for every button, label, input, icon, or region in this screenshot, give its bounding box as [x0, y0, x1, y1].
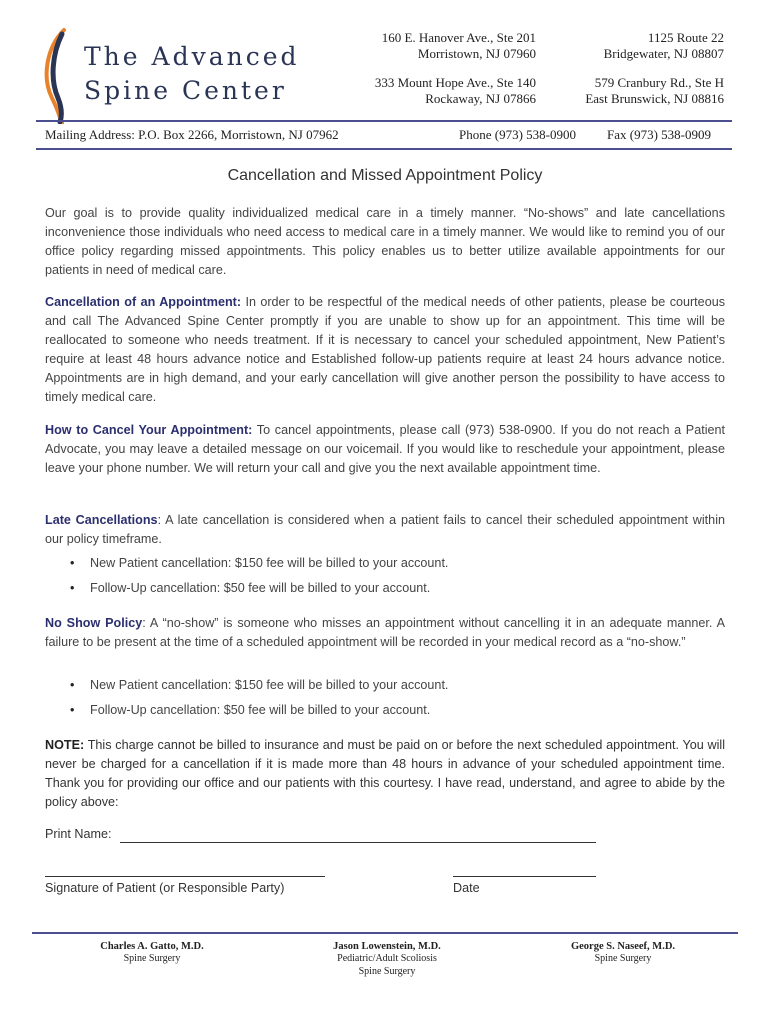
- list-item: [70, 581, 430, 595]
- no-show-section: [45, 614, 725, 652]
- logo-line-2: Spine Center: [84, 76, 287, 105]
- footer-rule: [32, 932, 738, 934]
- intro-paragraph: Our goal is to provide quality individualized medical care in a timely manner. “No-shows” and late cancellations inconvenience those individuals who need access to medical care in a timely manner. We would like to remind you of our office policy regarding missed appointments. This policy enables us to better utilize available appointments for our patients in need of medical care.: [45, 206, 725, 277]
- list-item: [70, 703, 430, 717]
- bullet-text: New Patient cancellation: $150 fee will be billed to your account.: [90, 556, 449, 570]
- doctor-specialty: Spine Surgery: [123, 953, 181, 964]
- logo-line-1: The Advanced: [84, 42, 300, 71]
- date-line[interactable]: [453, 876, 596, 877]
- signature-line[interactable]: [45, 876, 325, 877]
- page-title: Cancellation and Missed Appointment Policy: [227, 167, 543, 184]
- address-east-brunswick: [585, 75, 724, 107]
- signature-label: Signature of Patient (or Responsible Party): [45, 881, 285, 895]
- how-to-cancel-section: [45, 421, 725, 478]
- section-heading: No Show Policy: [45, 616, 143, 630]
- print-name-line[interactable]: [120, 842, 596, 843]
- cancellation-section: [45, 293, 725, 407]
- section-heading: Late Cancellations: [45, 513, 158, 527]
- clinic-logo-text: [84, 40, 300, 108]
- doctor-specialty: Spine Surgery: [594, 953, 652, 964]
- address-line: East Brunswick, NJ 08816: [585, 91, 724, 106]
- address-line: Bridgewater, NJ 08807: [603, 46, 724, 61]
- note-section: [45, 736, 725, 812]
- header-rule: [36, 120, 732, 122]
- bullet-text: New Patient cancellation: $150 fee will be billed to your account.: [90, 678, 449, 692]
- spine-logo-icon: [36, 28, 76, 124]
- address-rockaway: [375, 75, 536, 107]
- bullet-text: Follow-Up cancellation: $50 fee will be billed to your account.: [90, 703, 431, 717]
- address-hanover: [382, 30, 536, 62]
- bullet: •: [70, 581, 75, 595]
- mailing-address: Mailing Address: P.O. Box 2266, Morristown, NJ 07962: [45, 127, 339, 142]
- section-text: To cancel appointments, please call (973) 538-0900. If you do not reach a Patient Advocate, you may leave a detailed message on our voicemail. If you would like to reschedule your appointment, please leave your phone number. We will return your call and give you the next available appointment time.: [45, 423, 725, 475]
- doctor-gatto: [62, 941, 242, 965]
- doctor-name: Charles A. Gatto, M.D.: [100, 941, 204, 952]
- late-cancellations-section: [45, 511, 725, 549]
- print-name-label: Print Name:: [45, 827, 112, 841]
- address-line: 579 Cranbury Rd., Ste H: [594, 75, 724, 90]
- list-item: [70, 556, 448, 570]
- doctor-name: Jason Lowenstein, M.D.: [333, 941, 441, 952]
- address-line: 1125 Route 22: [647, 30, 724, 45]
- bullet: •: [70, 678, 75, 692]
- phone-number: Phone (973) 538-0900: [459, 127, 576, 142]
- doctor-naseef: [533, 941, 713, 965]
- section-heading: Cancellation of an Appointment:: [45, 295, 242, 309]
- section-text: In order to be respectful of the medical needs of other patients, please be courteous and call The Advanced Spine Center promptly if you are unable to show up for an appointment. This time will be reallocated to someone who needs treatment. If it is necessary to cancel your scheduled appointment, New Patient’s require at least 48 hours advance notice and Established follow-up patients require at least 24 hours advance notice. Appointments are in high demand, and your early cancellation will give another person the possibility to have access to timely medical care.: [45, 295, 725, 404]
- address-line: Rockaway, NJ 07866: [425, 91, 536, 106]
- doctor-name: George S. Naseef, M.D.: [570, 941, 676, 952]
- list-item: [70, 678, 448, 692]
- address-line: 160 E. Hanover Ave., Ste 201: [381, 30, 536, 45]
- section-heading: How to Cancel Your Appointment:: [45, 423, 253, 437]
- bullet-text: Follow-Up cancellation: $50 fee will be billed to your account.: [90, 581, 431, 595]
- date-label: Date: [453, 881, 480, 895]
- bullet: •: [70, 556, 75, 570]
- address-line: 333 Mount Hope Ave., Ste 140: [374, 75, 536, 90]
- header-rule-bottom: [36, 148, 732, 150]
- doctor-lowenstein: [297, 941, 477, 978]
- fax-number: Fax (973) 538-0909: [607, 127, 711, 142]
- section-heading: NOTE:: [45, 738, 85, 752]
- doctor-specialty: Pediatric/Adult Scoliosis: [337, 953, 437, 964]
- section-text: : A late cancellation is considered when a patient fails to cancel their scheduled appointment within our policy timeframe.: [45, 513, 725, 546]
- bullet: •: [70, 703, 75, 717]
- address-bridgewater: [604, 30, 724, 62]
- section-text: : A “no-show” is someone who misses an appointment without cancelling it in an adequate manner. A failure to be present at the time of a scheduled appointment will be recorded in your medical record as a “no-show.”: [45, 616, 726, 649]
- section-text: This charge cannot be billed to insurance and must be paid on or before the next scheduled appointment. You will never be charged for a cancellation if it is made more than 48 hours in advance of your scheduled appointment time. Thank you for providing our office and our patients with this courtesy. I have read, understand, and agree to abide by the policy above:: [45, 738, 725, 809]
- address-line: Morristown, NJ 07960: [417, 46, 536, 61]
- doctor-specialty: Spine Surgery: [358, 966, 416, 977]
